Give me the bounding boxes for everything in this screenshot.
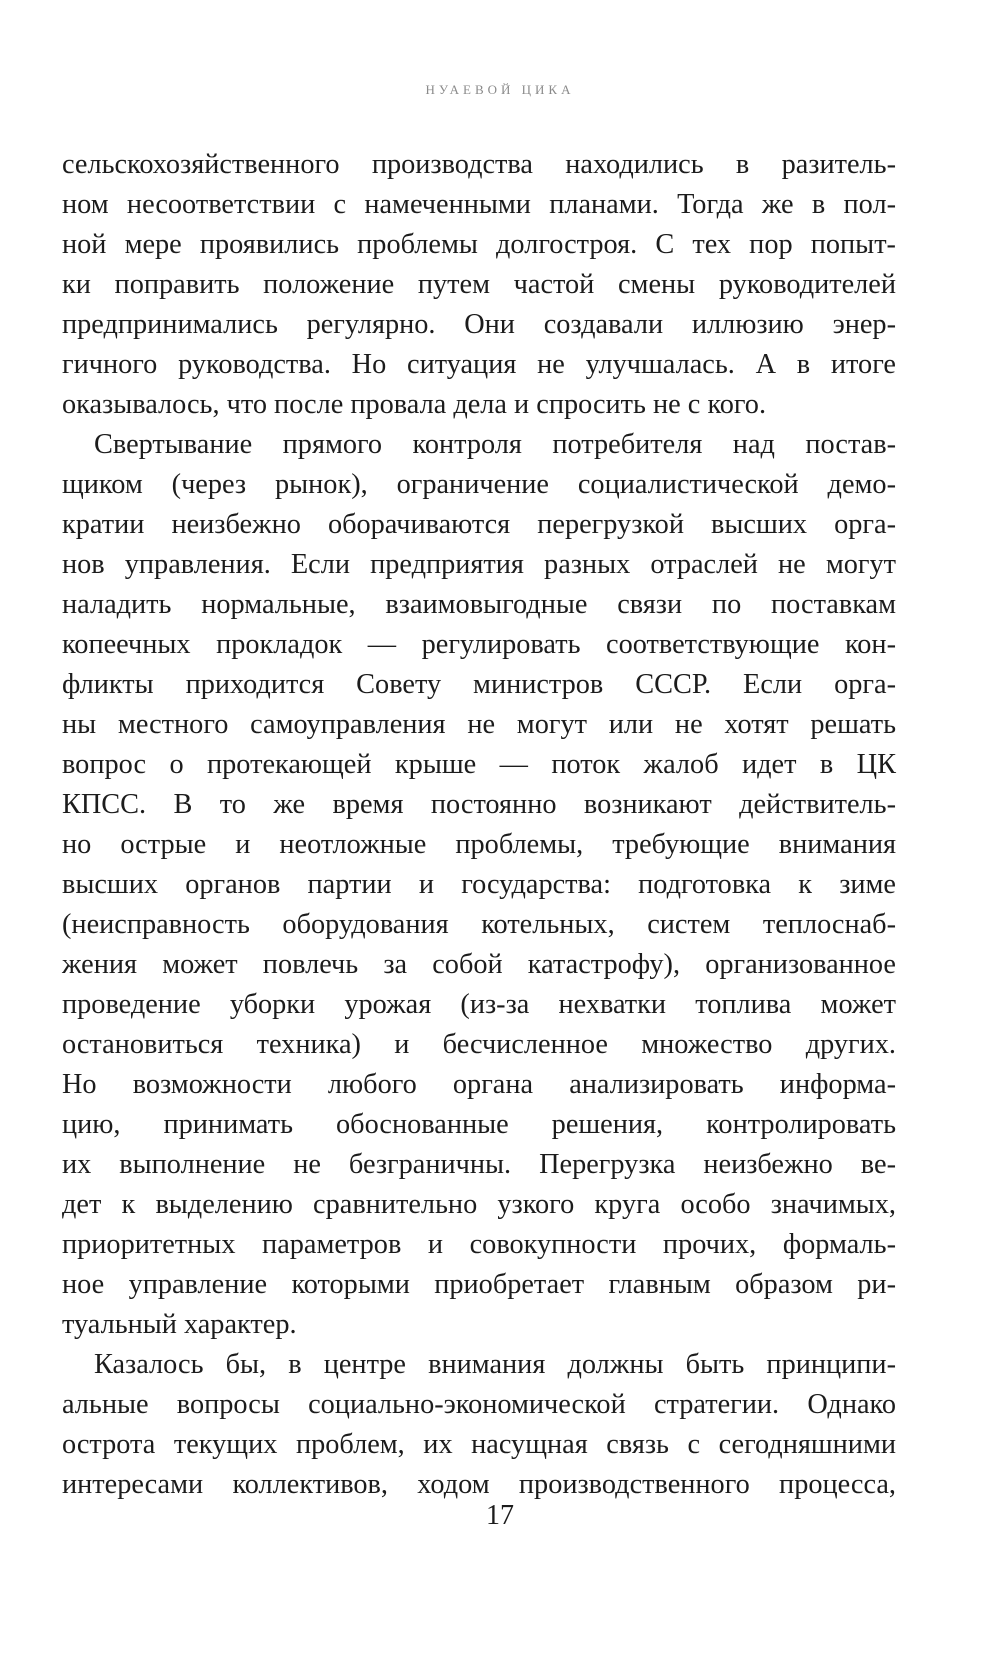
paragraph: [62, 145, 896, 425]
text-line: цию, принимать обоснованные решения, контролировать: [62, 1109, 896, 1140]
text-line: Казалось бы, в центре внимания должны быть принципи-: [94, 1349, 896, 1380]
text-line: интересами коллективов, ходом производственного процесса,: [62, 1469, 896, 1500]
text-line: но острые и неотложные проблемы, требующие внимания: [62, 829, 896, 860]
text-line: наладить нормальные, взаимовыгодные связи по поставкам: [62, 589, 896, 620]
text-line: щиком (через рынок), ограничение социалистической демо-: [62, 469, 896, 500]
text-line: дет к выделению сравнительно узкого круга особо значимых,: [62, 1189, 896, 1220]
text-line: жения может повлечь за собой катастрофу), организованное: [62, 949, 896, 980]
text-line: альные вопросы социально-экономической стратегии. Однако: [62, 1389, 896, 1420]
text-line: остановиться техника) и бесчисленное множество других.: [62, 1029, 896, 1060]
paragraph: [62, 1345, 896, 1505]
text-line: острота текущих проблем, их насущная связь с сегодняшними: [62, 1429, 896, 1460]
text-line: ной мере проявились проблемы долгостроя. С тех пор попыт-: [62, 229, 896, 260]
text-line: нов управления. Если предприятия разных отраслей не могут: [62, 549, 896, 580]
text-line: Свертывание прямого контроля потребителя над постав-: [94, 429, 896, 460]
text-line: ном несоответствии с намеченными планами. Тогда же в пол-: [62, 189, 896, 220]
text-line: проведение уборки урожая (из-за нехватки топлива может: [62, 989, 896, 1020]
text-line: КПСС. В то же время постоянно возникают действитель-: [62, 789, 896, 820]
text-line: их выполнение не безграничны. Перегрузка неизбежно ве-: [62, 1149, 896, 1180]
text-line: кратии неизбежно оборачиваются перегрузкой высших орга-: [62, 509, 896, 540]
text-line: фликты приходится Совету министров СССР. Если орга-: [62, 669, 896, 700]
text-line: ки поправить положение путем частой смены руководителей: [62, 269, 896, 300]
text-line: вопрос о протекающей крыше — поток жалоб идет в ЦК: [62, 749, 896, 780]
text-line: оказывалось, что после провала дела и спросить не с кого.: [62, 389, 767, 420]
text-line: туальный характер.: [62, 1309, 297, 1340]
text-line: копеечных прокладок — регулировать соответствующие кон-: [62, 629, 896, 660]
text-line: Но возможности любого органа анализировать информа-: [62, 1069, 896, 1100]
text-line: сельскохозяйственного производства находились в разитель-: [62, 149, 896, 180]
text-line: ное управление которыми приобретает главным образом ри-: [62, 1269, 896, 1300]
text-line: приоритетных параметров и совокупности прочих, формаль-: [62, 1229, 896, 1260]
text-line: ны местного самоуправления не могут или не хотят решать: [62, 709, 896, 740]
text-line: предпринимались регулярно. Они создавали иллюзию энер-: [62, 309, 896, 340]
page-number: 17: [486, 1500, 514, 1531]
text-line: гичного руководства. Но ситуация не улучшалась. А в итоге: [62, 349, 896, 380]
text-line: высших органов партии и государства: подготовка к зиме: [62, 869, 896, 900]
text-line: (неисправность оборудования котельных, систем теплоснаб-: [62, 909, 896, 940]
paragraph: [62, 425, 896, 1345]
running-head: НУАЕВОЙ ЦИКА: [425, 82, 575, 97]
body-text: [62, 145, 896, 1505]
